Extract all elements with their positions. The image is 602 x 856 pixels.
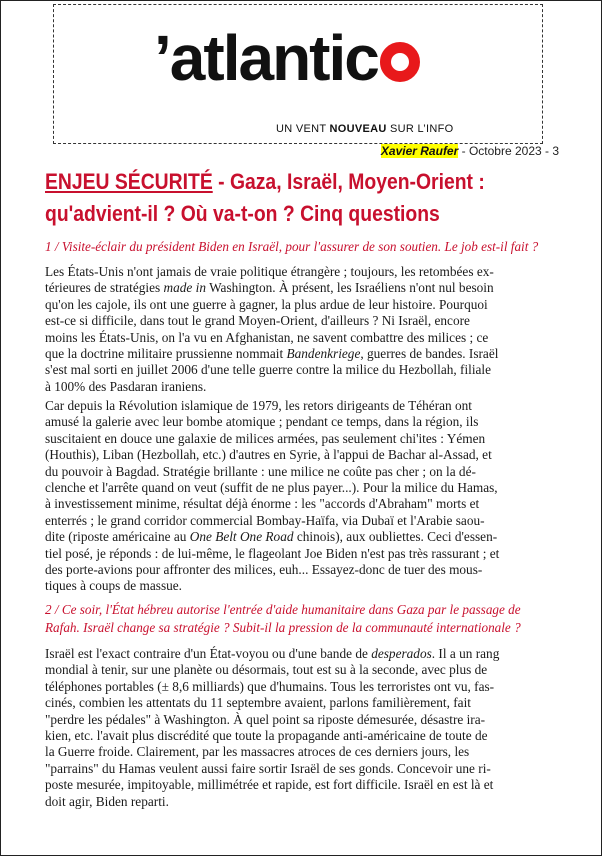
byline-date: - Octobre 2023 - 3 <box>458 144 559 158</box>
paragraph-3-line: cinés, combien les attentats du 11 septembre avaient, parlons familièrement, fait <box>45 695 471 711</box>
paragraph-2-line: enterrés ; le grand corridor commercial Bombay-Haïfa, via Dubaï et l'Arabie saou- <box>45 512 485 528</box>
tagline-part-1: UN VENT <box>276 123 330 135</box>
paragraph-2-line: clenche et l'arrête quand on veut (suffit de ne plus payer...). Pour la milice du Hamas, <box>45 480 498 496</box>
paragraph-1-line: à 100% des Pasdaran iraniens. <box>45 378 207 394</box>
question-2-line: 2 / Ce soir, l'État hébreu autorise l'entrée d'aide humanitaire dans Gaza par le passage de <box>45 602 521 617</box>
question-1: 1 / Visite-éclair du président Biden en Israël, pour l'assurer de son soutien. Le job est-il fait ? <box>45 239 539 254</box>
paragraph-3-line: doit agir, Biden reparti. <box>45 793 169 809</box>
paragraph-2-line: tiel posé, je réponds : de lui-même, le flageolant Joe Biden n'est pas très rassurant ; et <box>45 545 500 561</box>
paragraph-3-line: mondial à tenir, sur une planète ou désormais, tout est su à la seconde, avec plus de <box>45 662 488 678</box>
paragraph-3-line: Israël est l'exact contraire d'un État-voyou ou d'une bande de desperados. Il a un rang <box>45 646 500 661</box>
title-line-1-rest: Gaza, Israël, Moyen-Orient : <box>229 169 485 194</box>
paragraph-2-line: dite (riposte américaine au One Belt One Road chinois), aux oubliettes. Ceci d'essen- <box>45 529 498 545</box>
paragraph-3-line: poste mesurée, impitoyable, millimétrée et rapide, est fort difficile. Israël en est là et <box>45 777 494 793</box>
paragraph-2-line: amusé la galerie avec leur bombe atomique ; pendant ce temps, dans la région, ils <box>45 414 479 430</box>
paragraph-3-line: téléphones portables (± 8,6 milliards) que d'humains. Tous les terroristes ont vu, fas- <box>45 678 495 694</box>
atlantico-logo <box>154 23 454 93</box>
title-separator: - <box>212 169 230 194</box>
paragraph-3 <box>45 646 561 810</box>
paragraph-3-line: la Guerre froide. Clairement, par les massacres atroces de ces derniers jours, les <box>45 744 470 760</box>
question-2 <box>45 601 565 637</box>
logo-red-o <box>380 42 420 82</box>
paragraph-3-line: "parrains" du Hamas veulent aussi faire sortir Israël de ses gonds. Concevoir une ri- <box>45 760 491 776</box>
logo-wordmark: ’atlanti <box>154 22 345 94</box>
title-kicker: ENJEU SÉCURITÉ <box>45 169 213 194</box>
paragraph-1-line: moins les États-Unis, on l'a vu en Afghanistan, ne savent combattre des milices ; ce <box>45 329 489 345</box>
paragraph-1-line: qu'on les cajole, ils ont une guerre à gagner, la plus ardue de leur histoire. Pourquoi <box>45 296 488 312</box>
title-line-2: qu'advient-il ? Où va-t-on ? Cinq questions <box>45 201 440 226</box>
author-name: Xavier Raufer <box>380 144 459 158</box>
paragraph-1-line: que la doctrine militaire prussienne nommait Bandenkriege, guerres de bandes. Israël <box>45 346 499 362</box>
paragraph-2-line: suscitaient en douce une galaxie de milices armées, pas seulement chi'ites : Yémen <box>45 430 486 446</box>
paragraph-2 <box>45 398 561 595</box>
paragraph-1-line: est-ce si difficile, dans tout le grand Moyen-Orient, d'ailleurs ? Ni Israël, encore <box>45 313 470 329</box>
paragraph-1-line: s'est mal sorti en juillet 2006 d'une telle guerre contre la milice du Hezbollah, filiale <box>45 362 492 378</box>
paragraph-2-line: (Houthis), Liban (Hezbollah, etc.) d'autres en Syrie, à l'appui de Bachar al-Assad, et <box>45 447 492 463</box>
question-2-line: Rafah. Israël change sa stratégie ? Subit-il la pression de la communauté internationale ? <box>45 620 521 635</box>
paragraph-1-line: Les États-Unis n'ont jamais de vraie politique étrangère ; toujours, les retombées ex- <box>45 264 494 279</box>
title-line-1 <box>45 166 561 198</box>
tagline-part-2: SUR L’INFO <box>386 123 454 135</box>
paragraph-2-line: à investissement minime, résultat déjà énorme : les "accords d'Abraham" morts et <box>45 496 480 512</box>
paragraph-1 <box>45 264 561 395</box>
logo-tagline <box>276 123 454 135</box>
paragraph-1-line: térieures de stratégies made in Washington. À présent, les Israéliens n'ont nul besoin <box>45 280 494 296</box>
paragraph-2-line: Car depuis la Révolution islamique de 1979, les retors dirigeants de Téhéran ont <box>45 398 472 413</box>
paragraph-3-line: "perdre les pédales" à Washington. À quel point sa riposte démesurée, désastre ira- <box>45 711 486 727</box>
logo-wordmark-c: c <box>344 22 378 94</box>
paragraph-2-line: des porte-avions pour affronter des milices, euh... Essayez-donc de tuer des mous- <box>45 562 483 578</box>
paragraph-3-line: kien, etc. l'avait plus discrédité que toute la propagande anti-américaine de toute de <box>45 728 488 744</box>
paragraph-2-line: tiques à coups de massue. <box>45 578 183 594</box>
byline <box>381 144 559 158</box>
tagline-bold: NOUVEAU <box>329 123 387 135</box>
paragraph-2-line: du pouvoir à Bagdad. Stratégie brillante : une milice ne coûte pas cher ; on la dé- <box>45 463 476 479</box>
logo-frame <box>53 4 543 144</box>
article-title <box>45 166 561 230</box>
